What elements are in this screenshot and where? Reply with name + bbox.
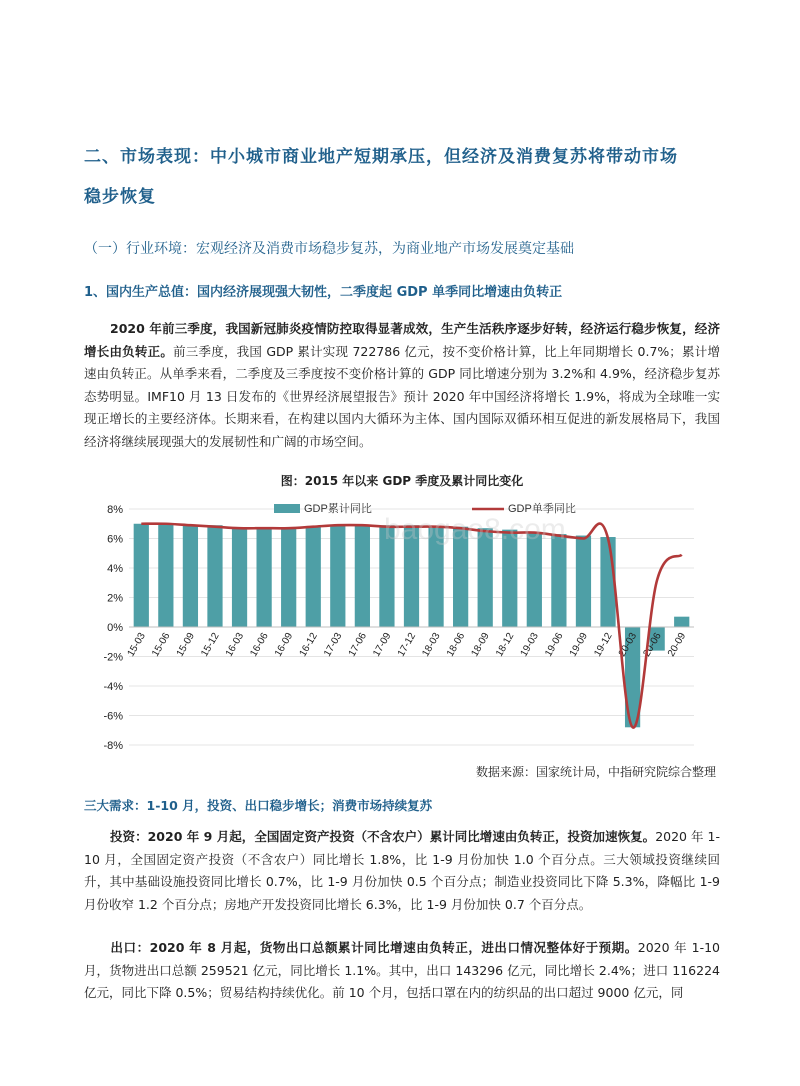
x-tick-label: 19-09 bbox=[567, 631, 591, 659]
x-tick-label: 15-09 bbox=[174, 631, 198, 659]
y-tick-label: 0% bbox=[107, 622, 123, 634]
para-investment-rest: 2020 年 1-10 月，全国固定资产投资（不含农户）同比增长 1.8%，比 1-9 月份加快 1.0 个百分点。三大领域投资继续回升，其中基础设施投资同比增长 0.7%，比 1-9 月份加快 0.5 个百分点；制造业投资同比下降 5.3%，降幅比 1-9 月份收窄 1.2 个百分点；房地产开发投资同比增长 6.3%，比 1-9 月份加快 0.7 个百分点。 bbox=[84, 829, 720, 912]
x-tick-label: 16-12 bbox=[297, 631, 320, 659]
x-tick-label: 18-06 bbox=[444, 631, 468, 659]
bar-19-09 bbox=[576, 536, 591, 627]
x-tick-label: 19-06 bbox=[543, 631, 566, 659]
bar-19-06 bbox=[551, 534, 566, 627]
x-tick-label: 15-12 bbox=[199, 631, 222, 659]
para-investment-bold: 投资：2020 年 9 月起，全国固定资产投资（不含农户）累计同比增速由负转正，投资加速恢复。 bbox=[110, 829, 656, 844]
section-title-line1: 二、市场表现：中小城市商业地产短期承压，但经济及消费复苏将带动市场 bbox=[84, 147, 678, 167]
section-title bbox=[84, 146, 744, 208]
y-tick-label: 2% bbox=[107, 592, 123, 605]
bar-16-06 bbox=[256, 528, 271, 627]
chart-watermark: baogao8.com bbox=[384, 513, 566, 546]
subsection-title: （一）行业环境：宏观经济及消费市场稳步复苏，为商业地产市场发展奠定基础 bbox=[84, 241, 574, 257]
bar-20-09 bbox=[674, 617, 689, 627]
section-title-line2: 稳步恢复 bbox=[84, 187, 156, 207]
para-export-rest: 2020 年 1-10 月，货物进出口总额 259521 亿元，同比增长 1.1%。其中，出口 143296 亿元，同比增长 2.4%；进口 116224 亿元，同比下降 0.5%；贸易结构持续优化。前 10 个月，包括口罩在内的纺织品的出口超过 9000 亿元，同 bbox=[84, 940, 720, 1001]
y-tick-label: -6% bbox=[103, 710, 123, 723]
chart-bars bbox=[134, 524, 690, 728]
y-tick-label: -8% bbox=[103, 740, 123, 752]
bar-15-03 bbox=[134, 524, 149, 627]
chart-y-tick-labels bbox=[103, 504, 123, 752]
x-tick-label: 15-06 bbox=[150, 631, 173, 659]
y-tick-label: -2% bbox=[103, 651, 123, 664]
point2-title: 三大需求：1-10 月，投资、出口稳步增长；消费市场持续复苏 bbox=[84, 798, 433, 813]
x-tick-label: 18-03 bbox=[420, 631, 443, 659]
x-tick-label: 16-06 bbox=[248, 631, 271, 659]
para-gdp bbox=[84, 318, 720, 454]
para-export bbox=[84, 937, 720, 1005]
bar-19-03 bbox=[527, 533, 542, 627]
para-investment bbox=[84, 826, 720, 916]
x-tick-label: 20-06 bbox=[641, 631, 664, 659]
bar-15-06 bbox=[158, 524, 173, 627]
y-tick-label: 8% bbox=[107, 504, 123, 516]
y-tick-label: -4% bbox=[103, 681, 123, 693]
x-tick-label: 19-03 bbox=[518, 631, 541, 659]
bar-16-09 bbox=[281, 528, 296, 627]
chart-x-tick-labels bbox=[126, 631, 689, 659]
legend-swatch-bar bbox=[274, 504, 300, 513]
x-tick-label: 20-09 bbox=[666, 631, 689, 659]
bar-16-03 bbox=[232, 528, 247, 627]
bar-17-03 bbox=[330, 525, 345, 627]
x-tick-label: 18-09 bbox=[469, 631, 492, 659]
x-tick-label: 15-03 bbox=[125, 631, 148, 659]
chart-title: 图：2015 年以来 GDP 季度及累计同比变化 bbox=[280, 474, 524, 488]
point1-title: 1、国内生产总值：国内经济展现强大韧性，二季度起 GDP 单季同比增速由负转正 bbox=[84, 285, 563, 300]
legend-label-bar: GDP累计同比 bbox=[304, 503, 372, 515]
para-gdp-bold: 2020 年前三季度，我国新冠肺炎疫情防控取得显著成效，生产生活秩序逐步好转，经济运行稳步恢复，经济增长由负转正。 bbox=[84, 321, 720, 359]
bar-16-12 bbox=[306, 527, 321, 627]
para-export-bold: 出口：2020 年 8 月起，货物出口总额累计同比增速由负转正，进出口情况整体好于预期。 bbox=[110, 940, 638, 955]
bar-15-12 bbox=[207, 525, 222, 627]
x-tick-label: 20-03 bbox=[616, 631, 640, 659]
x-tick-label: 17-09 bbox=[371, 631, 394, 659]
x-tick-label: 19-12 bbox=[592, 631, 615, 659]
x-tick-label: 18-12 bbox=[494, 631, 517, 659]
bar-15-09 bbox=[183, 525, 198, 627]
bar-17-06 bbox=[355, 525, 370, 627]
x-tick-label: 17-12 bbox=[395, 631, 419, 659]
x-tick-label: 17-03 bbox=[322, 631, 345, 659]
legend-label-line: GDP单季同比 bbox=[508, 503, 576, 515]
y-tick-label: 4% bbox=[107, 563, 123, 575]
y-tick-label: 6% bbox=[107, 533, 123, 546]
gdp-chart bbox=[84, 493, 704, 758]
x-tick-label: 16-03 bbox=[223, 631, 247, 659]
x-tick-label: 16-09 bbox=[272, 631, 296, 659]
para-gdp-rest: 前三季度，我国 GDP 累计实现 722786 亿元，按不变价格计算，比上年同期增长 0.7%；累计增速由负转正。从单季来看，二季度及三季度按不变价格计算的 GDP 同比增速分别为 3.2%和 4.9%，经济稳步复苏态势明显。IMF10 月 13 日发布的《世界经济展望报告》预计 2020 年中国经济将增长 1.9%，将成为全球唯一实现正增长的主要经济体。长期来看，在构建以国内大循环为主体、国内国际双循环相互促进的新发展格局下，我国经济将继续展现强大的发展韧性和广阔的市场空间。 bbox=[84, 343, 720, 449]
chart-source: 数据来源：国家统计局，中指研究院综合整理 bbox=[475, 765, 716, 779]
x-tick-label: 17-06 bbox=[346, 631, 369, 659]
